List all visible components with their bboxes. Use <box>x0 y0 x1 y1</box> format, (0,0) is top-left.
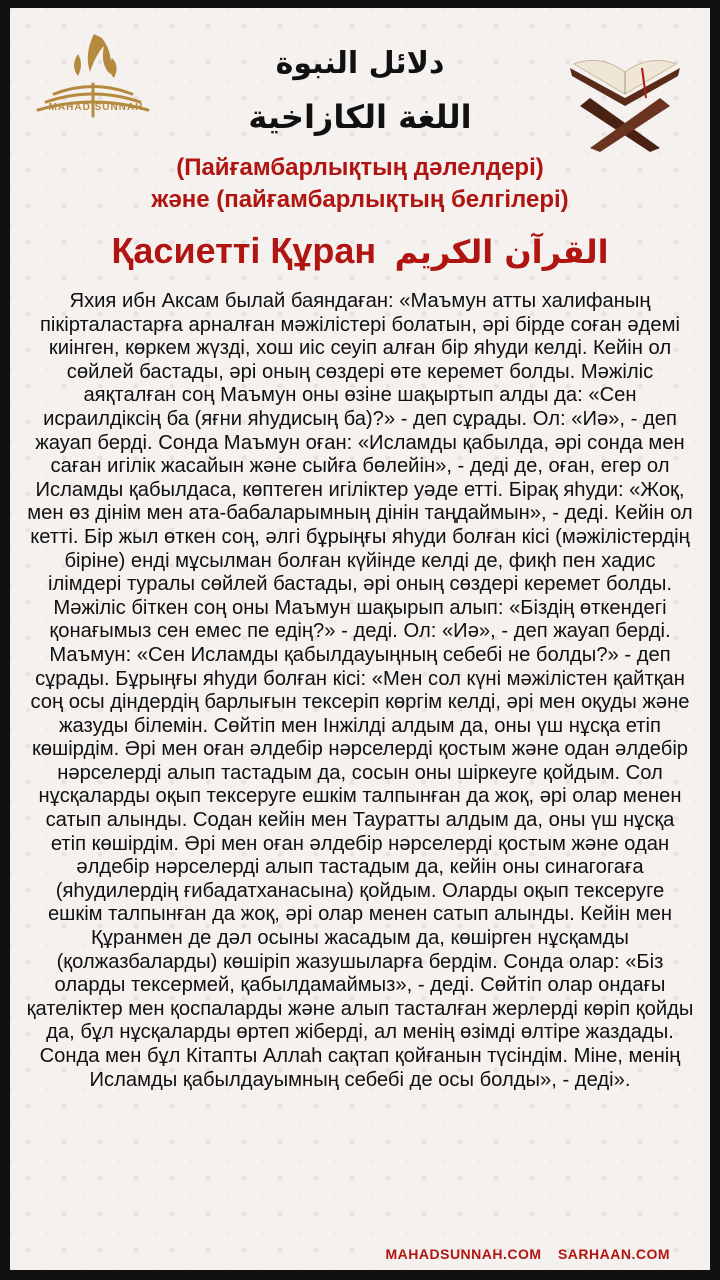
heading-arabic: القرآن الكريم <box>394 233 609 271</box>
arabic-subtitle: اللغة الكازاخية <box>248 98 472 136</box>
logo-text: MAHAD SUNNAH <box>48 102 144 113</box>
story-paragraph: Яхия ибн Аксам былай баяндаған: «Маъмун атты халифаның пікірталастарға арналған мәжілістері болатын, әрі бірде соған әдемі киінген, көркем жүзді, хош иіс сеуіп алған бір яһуди келді. Кейін ол сөйлей бастады, әрі оның сөздері өте керемет болды. Мәжіліс аяқталған соң Маъмун оны өзіне шақыртып алды да: «Сен исраилдіксің ба (яғни яһудисың ба)?» - деп сұрады. Ол: «Иә», - деп жауап берді. Сонда Маъмун оған: «Исламды қабылда, әрі сонда мен саған игілік жасайын және сыйға бөлейін», - деді де, оған, егер ол Исламды қабылдаса, көптеген игіліктер уәде етті. Бірақ яһуди: «Жоқ, мен өз дінім мен ата-бабаларымның дінін таңдаймын», - деді. Кейін ол кетті. Бір жыл өткен соң, әлгі бұрыңғы яһуди болған кісі (мәжілістердің біріне) енді мұсылман болған күйінде келді де, фиқһ пен хадис ілімдері туралы сөйлей бастады, әрі оның сөздері керемет болды. Мәжіліс біткен соң оны Маъмун шақырып алып: «Біздің өткендегі қонағымыз сен емес пе едің?» - деді. Ол: «Иә», - деп жауап берді. Маъмун: «Сен Исламды қабылдауыңның себебі не болды?» - деп сұрады. Бұрыңғы яһуди болған кісі: «Мен сол күні мәжілістен қайтқан соң осы діндердің барлығын тексеріп көргім келді, әрі мен оқуды және жазуды білемін. Сөйтіп мен Інжілді алдым да, оны үш нұсқа етіп көшірдім. Әрі мен оған әлдебір нәрселерді қостым және одан әлдебір нәрселерді алып тастадым да, сосын оны шіркеуге қойдым. Сол нұсқаларды оқып тексеруге ешкім талпынған да жоқ, әрі олар менен сатып алынды. Содан кейін мен Тауратты алдым да, оны үш нұсқа етіп көшірдім. Әрі мен оған әлдебір нәрселерді қостым және одан әлдебір нәрселерді алып тастадым да, кейін оны синагогаға (яһудилердің ғибадатханасына) қойдым. Оларды оқып тексеруге ешкім талпынған да жоқ, әрі олар менен сатып алынды. Кейін мен Құранмен де дәл осыны жасадым да, көшірген нұсқамды (қолжазбаларды) көшіріп жазушыларға бердім. Сонда олар: «Біз оларды тексермей, қабылдамаймыз», - деді. Сөйтіп олар ондағы қателіктер мен қоспаларды және алып тасталған жерлерді көріп қойды да, бұл нұсқаларды өртеп жіберді, ал менің өзімді өлтіре жаздады. Сонда мен бұл Кітапты Аллаһ сақтап қойғанын түсіндім. Міне, менің Исламды қабылдауымның себебі де осы болды», - деді». <box>26 290 694 1091</box>
mahad-sunnah-logo-icon <box>24 24 162 152</box>
page-card <box>10 8 710 1270</box>
arabic-title: دلائل النبوة <box>275 46 445 81</box>
section-heading <box>10 230 710 272</box>
footer-links <box>386 1246 671 1262</box>
footer-link-mahadsunnah[interactable]: MAHADSUNNAH.COM <box>385 1246 542 1262</box>
subtitle-signs: және (пайғамбарлықтың белгілері) <box>151 186 569 213</box>
footer-link-sarhaan[interactable]: SARHAAN.COM <box>557 1246 670 1262</box>
quran-on-stand-icon <box>550 28 700 158</box>
heading-kazakh: Қасиетті Құран <box>111 230 377 271</box>
subtitle-proofs: (Пайғамбарлықтың дәлелдері) <box>176 154 544 181</box>
